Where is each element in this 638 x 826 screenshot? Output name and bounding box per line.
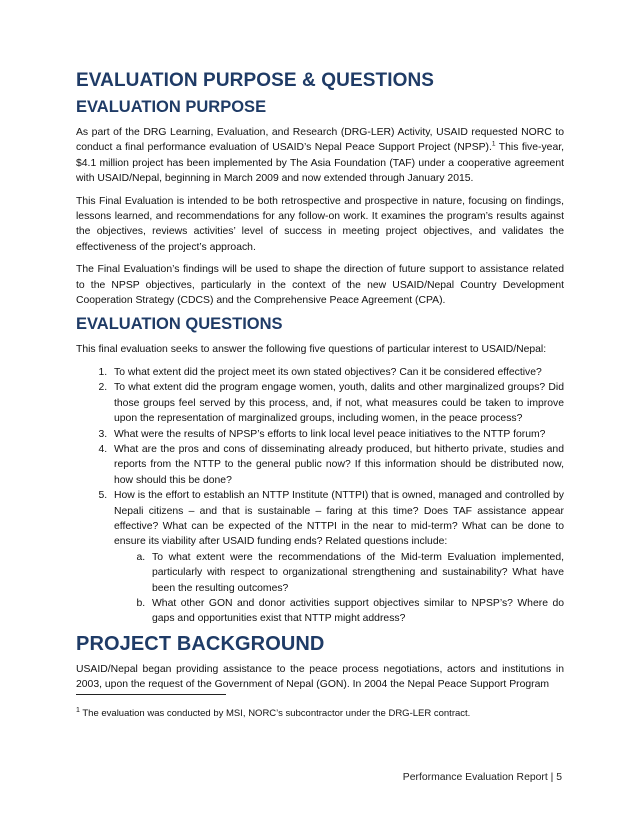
question-5b-text: What other GON and donor activities support objectives similar to NPSP’s? Where do gaps and opportunities exist that NTTP might address? xyxy=(152,597,564,625)
purpose-paragraph-2: This Final Evaluation is intended to be both retrospective and prospective in nature, focusing on findings, lessons learned, and recommendations for any follow-on work. It examines the program’s results against the objectives, reviews activities’ level of success in meeting project objectives, and validates the effectiveness of the project’s approach. xyxy=(76,195,564,253)
purpose-paragraph-1-text-b: This five-year, $4.1 million project has been implemented by The Asia Foundation (TAF) under a cooperative agreement with USAID/Nepal, beginning in March 2009 and now extended through January 2015. xyxy=(76,142,564,185)
purpose-paragraph-1 xyxy=(76,125,564,187)
page-content xyxy=(76,70,564,700)
footnote-text: The evaluation was conducted by MSI, NORC’s subcontractor under the DRG-LER contract. xyxy=(79,708,471,719)
subheading-evaluation-questions: EVALUATION QUESTIONS xyxy=(76,315,283,334)
footnote-divider xyxy=(76,694,226,695)
sub-questions-list xyxy=(114,550,564,627)
page-footer: Performance Evaluation Report | 5 xyxy=(402,772,562,783)
question-item xyxy=(110,427,564,442)
sub-question-item xyxy=(148,596,564,627)
question-4-text: What are the pros and cons of disseminating already produced, but hitherto private, studies and reports from the NTTP to the general public now? If this information should be distributed now, how should this be done? xyxy=(114,443,564,486)
subheading-evaluation-purpose: EVALUATION PURPOSE xyxy=(76,98,267,116)
section-heading-project-background: PROJECT BACKGROUND xyxy=(76,632,325,655)
sub-question-item xyxy=(148,550,564,596)
questions-intro: This final evaluation seeks to answer the following five questions of particular interest to USAID/Nepal: xyxy=(76,344,547,356)
question-item xyxy=(110,488,564,627)
questions-list xyxy=(76,365,564,627)
question-5-text: How is the effort to establish an NTTP Institute (NTTPI) that is owned, managed and controlled by Nepali citizens – and that is sustainable – faring at this time? Does TAF assistance appear effective? What can be expected of the NTTPI in the near to mid-term? What can be done to ensure its viability after USAID funding ends? Related questions include: xyxy=(114,490,564,548)
question-item xyxy=(110,442,564,488)
question-2-text: To what extent did the program engage women, youth, dalits and other marginalized groups? Did those groups feel served by this process, and, if not, what measures could be taken to improve upon the representation of marginalized groups, including women, in the peace process? xyxy=(114,382,564,425)
question-3-text: What were the results of NPSP’s efforts to link local level peace initiatives to the NTTP forum? xyxy=(114,428,546,440)
question-item xyxy=(110,380,564,426)
question-5a-text: To what extent were the recommendations of the Mid-term Evaluation implemented, particularly with respect to organizational strengthening and sustainability? What have been the resulting outcomes? xyxy=(152,551,564,594)
purpose-paragraph-1-text-a: As part of the DRG Learning, Evaluation, and Research (DRG-LER) Activity, USAID requested NORC to conduct a final performance evaluation of USAID’s Nepal Peace Support Project (NPSP). xyxy=(76,127,564,154)
footnote-number: 1 xyxy=(76,706,80,714)
question-item xyxy=(110,365,564,380)
question-1-text: To what extent did the project meet its own stated objectives? Can it be considered effective? xyxy=(114,366,542,378)
background-paragraph-1: USAID/Nepal began providing assistance to the peace process negotiations, actors and institutions in 2003, upon the request of the Government of Nepal (GON). In 2004 the Nepal Peace Support Program xyxy=(76,663,564,691)
footnote-reference[interactable]: 1 xyxy=(491,140,496,148)
section-heading-evaluation-purpose-questions: EVALUATION PURPOSE & QUESTIONS xyxy=(76,70,435,91)
footnote xyxy=(76,708,566,720)
purpose-paragraph-3: The Final Evaluation’s findings will be used to shape the direction of future support to assistance related to the NPSP objectives, particularly in the context of the new USAID/Nepal Country Development Cooperation Strategy (CDCS) and the Comprehensive Peace Agreement (CPA). xyxy=(76,264,564,307)
